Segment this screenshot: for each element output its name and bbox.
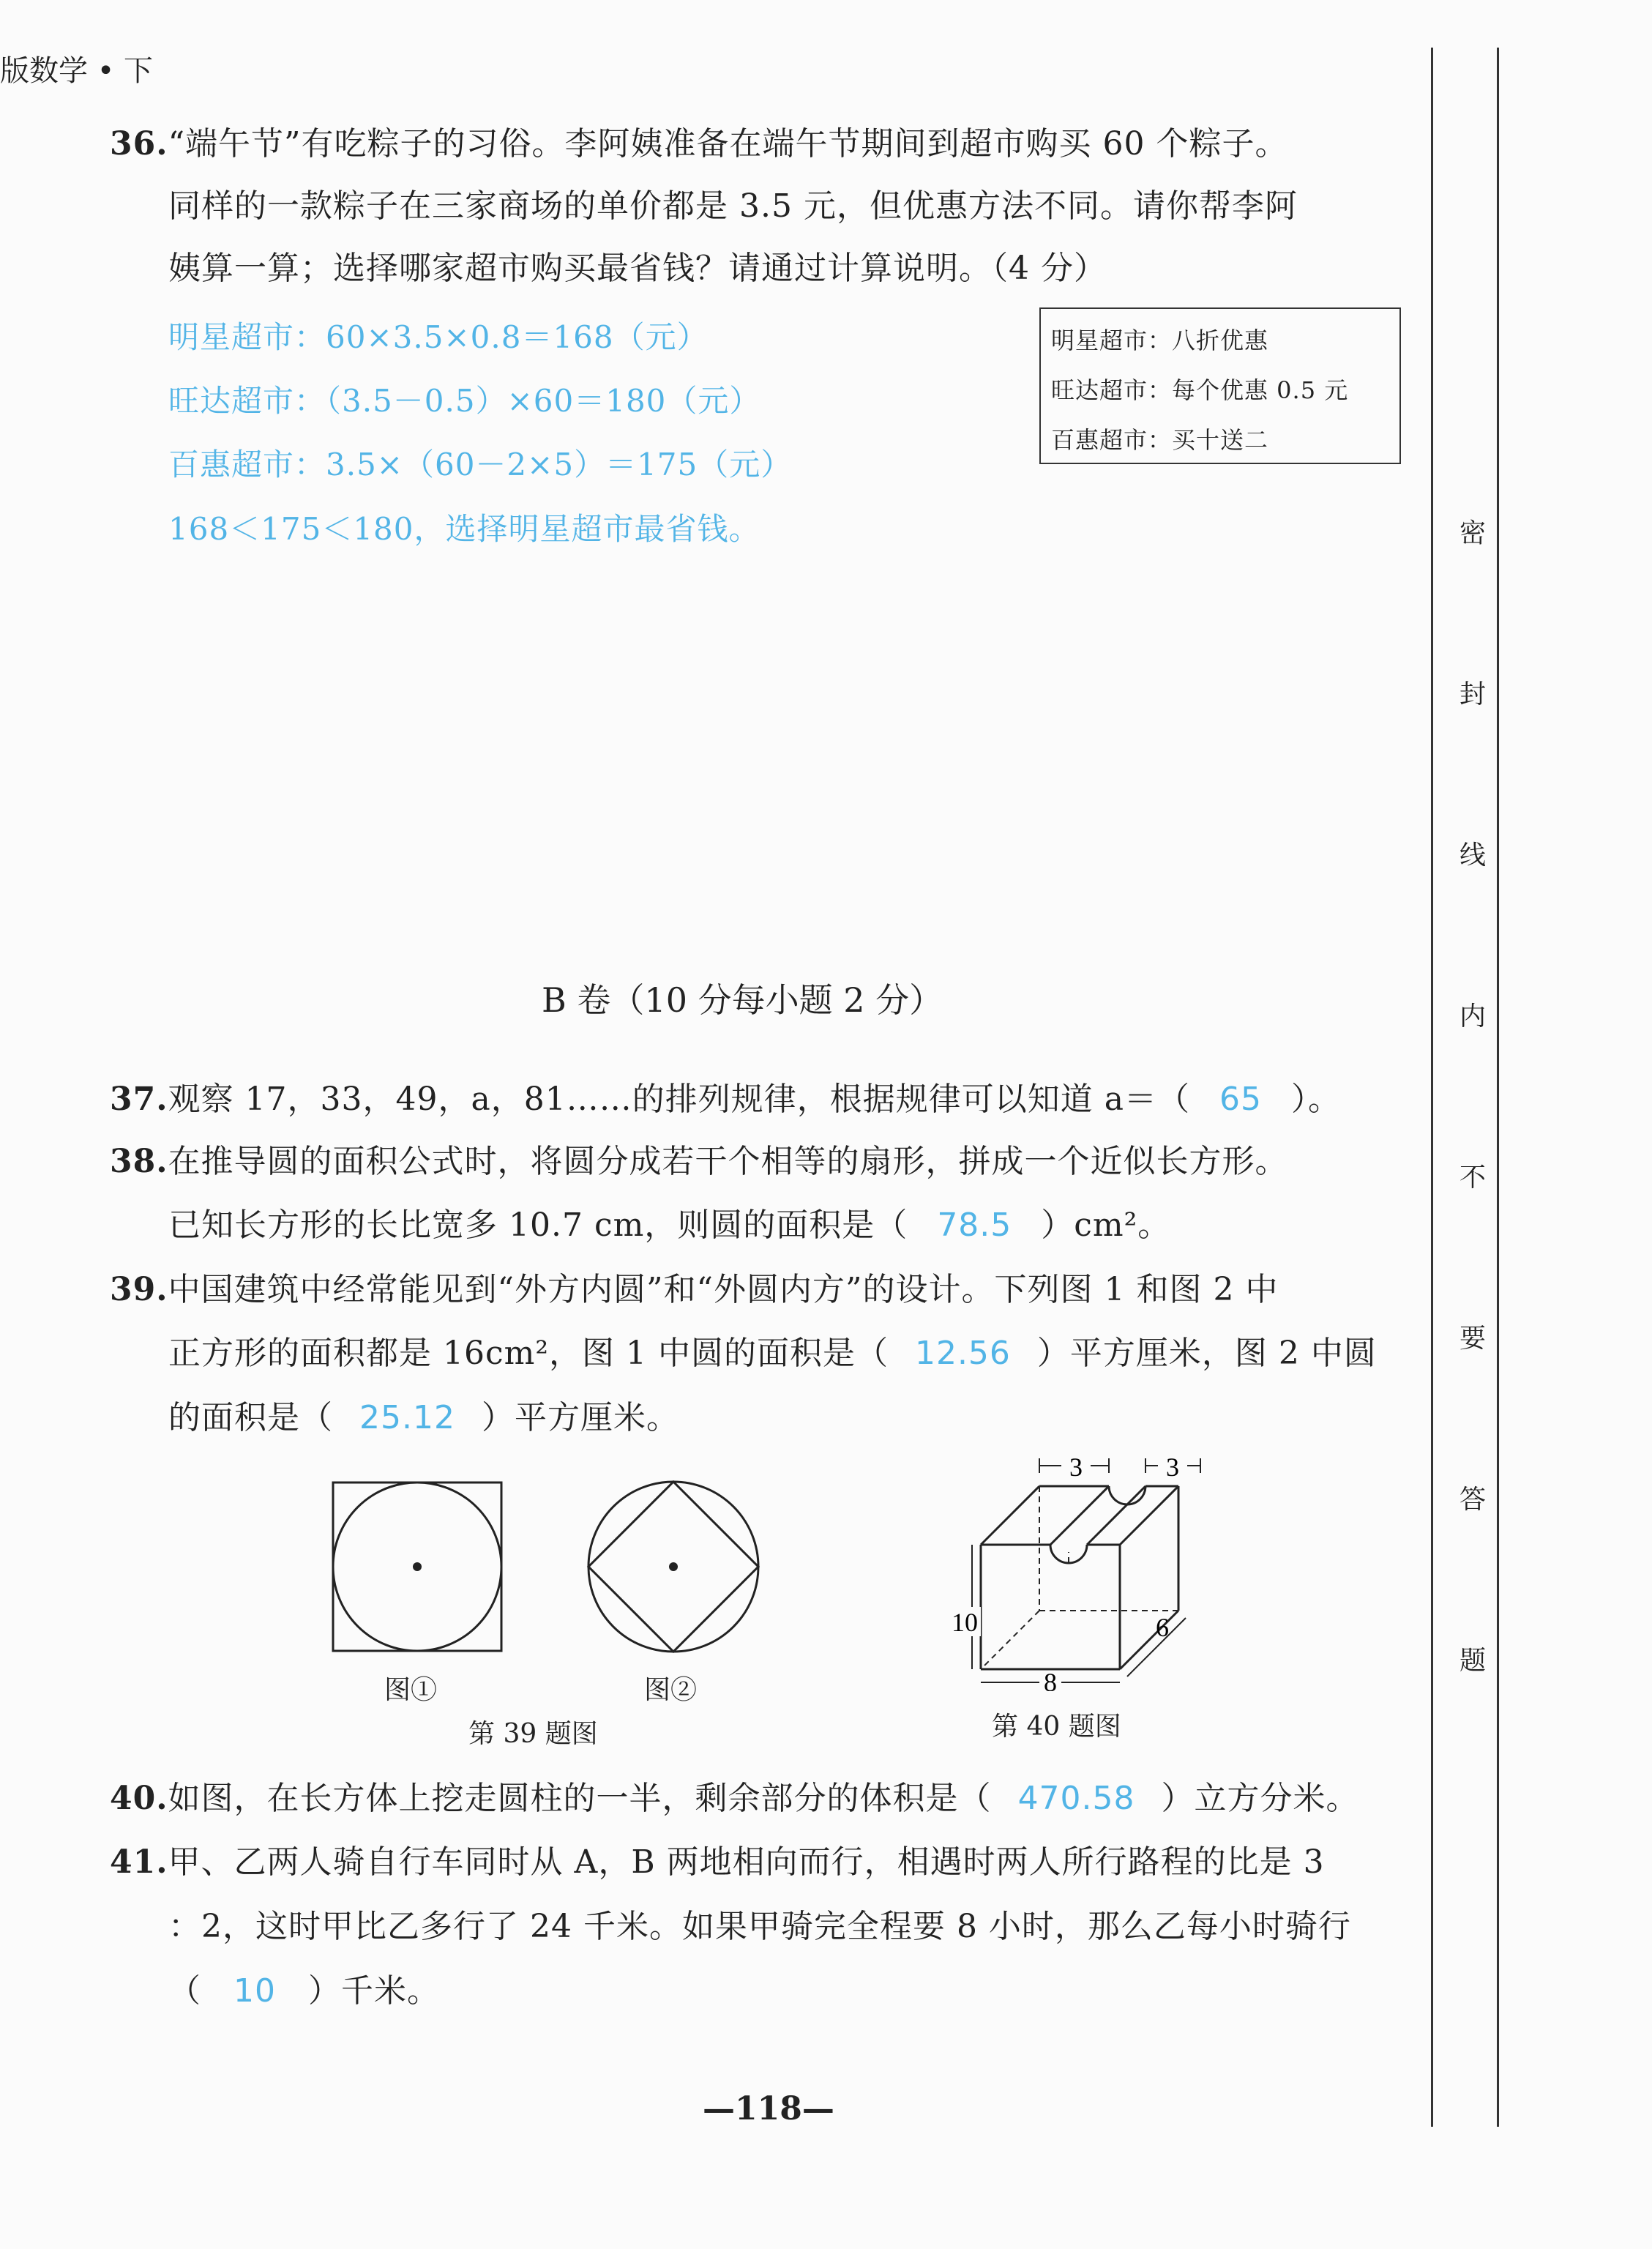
- question-number: 40.: [110, 1780, 168, 1817]
- question-text: 在推导圆的面积公式时，将圆分成若干个相等的扇形，拼成一个近似长方形。: [168, 1143, 1288, 1180]
- answer-text: 78.5: [937, 1206, 1012, 1244]
- handwritten-answer-line: 明星超市：60×3.5×0.8＝168（元）: [168, 319, 709, 355]
- question-text: ）平方厘米，图 2 中圆: [1036, 1335, 1377, 1372]
- seal-char: 密: [1459, 518, 1486, 548]
- question-number: 37.: [110, 1081, 168, 1118]
- page-number: —118—: [703, 2090, 834, 2127]
- dimension-label: 10: [952, 1608, 978, 1637]
- section-title: B 卷（10 分每小题 2 分）: [542, 980, 943, 1020]
- figure-40: [930, 1450, 1222, 1691]
- answer-text: 65: [1219, 1081, 1262, 1118]
- question-40: [110, 1772, 1359, 1819]
- question-41-line1: [110, 1835, 1325, 1882]
- question-39-line2: [168, 1327, 1377, 1373]
- seal-char: 要: [1459, 1324, 1486, 1354]
- answer-text: 12.56: [914, 1335, 1011, 1372]
- discount-item: 明星超市：八折优惠: [1051, 327, 1269, 354]
- question-36-line3: 姨算一算；选择哪家超市购买最省钱？请通过计算说明。（4 分）: [168, 250, 1107, 287]
- question-text: 中国建筑中经常能见到“外方内圆”和“外圆内方”的设计。下列图 1 和图 2 中: [168, 1271, 1279, 1308]
- discount-table: [1039, 307, 1401, 464]
- question-text: （: [168, 1972, 201, 2010]
- handwritten-answer-line: 168＜175＜180，选择明星超市最省钱。: [168, 511, 760, 547]
- dimension-label: 6: [1156, 1613, 1169, 1642]
- dimension-label: 8: [1044, 1668, 1057, 1691]
- question-text: 甲、乙两人骑自行车同时从 A，B 两地相向而行，相遇时两人所行路程的比是 3: [168, 1843, 1325, 1881]
- fig1-label: 图①: [384, 1675, 438, 1705]
- question-text: 已知长方形的长比宽多 10.7 cm，则圆的面积是（: [168, 1206, 908, 1244]
- figure-39: [315, 1464, 791, 1684]
- question-39-line3: [168, 1391, 679, 1438]
- question-38-line2: [168, 1198, 1170, 1245]
- question-text: ）平方厘米。: [481, 1399, 679, 1436]
- answer-text: 470.58: [1017, 1780, 1135, 1817]
- question-text: 如图，在长方体上挖走圆柱的一半，剩余部分的体积是（: [168, 1780, 992, 1817]
- question-38-line1: [110, 1135, 1288, 1182]
- handwritten-answer-line: 旺达超市：（3.5－0.5）×60＝180（元）: [168, 383, 761, 419]
- fig2-label: 图②: [644, 1675, 698, 1705]
- answer-text: 10: [233, 1972, 276, 2010]
- fig1-center-dot: [413, 1562, 422, 1571]
- figure-40-caption: 第 40 题图: [992, 1712, 1121, 1742]
- question-text: ）。: [1290, 1081, 1341, 1118]
- seal-rule-left: [1431, 48, 1433, 2127]
- question-text: ）立方分米。: [1161, 1780, 1359, 1817]
- seal-char: 线: [1459, 840, 1486, 870]
- question-39-line1: [110, 1263, 1278, 1310]
- seal-char: 封: [1459, 679, 1486, 709]
- dimension-label: 3: [1069, 1452, 1083, 1482]
- question-36-line1: [110, 117, 1288, 164]
- question-text: 观察 17，33，49，a，81……的排列规律，根据规律可以知道 a＝（: [168, 1081, 1190, 1118]
- seal-char: 题: [1459, 1646, 1486, 1676]
- seal-char: 内: [1459, 1002, 1486, 1032]
- discount-item: 百惠超市：买十送二: [1051, 426, 1269, 454]
- question-41-line2: ：2，这时甲比乙多行了 24 千米。如果甲骑完全程要 8 小时，那么乙每小时骑行: [168, 1908, 1351, 1945]
- question-text: 正方形的面积都是 16cm²，图 1 中圆的面积是（: [168, 1335, 889, 1372]
- question-text: ）千米。: [308, 1972, 440, 2010]
- figure-39-caption: 第 39 题图: [468, 1719, 598, 1749]
- question-36-line2: 同样的一款粽子在三家商场的单价都是 3.5 元，但优惠方法不同。请你帮李阿: [168, 187, 1298, 225]
- question-text: 的面积是（: [168, 1399, 333, 1436]
- question-number: 41.: [110, 1843, 168, 1881]
- question-37: [110, 1073, 1341, 1119]
- question-text: ）cm²。: [1041, 1206, 1171, 1244]
- question-number: 36.: [110, 125, 168, 163]
- answer-text: 25.12: [359, 1399, 455, 1436]
- discount-item: 旺达超市：每个优惠 0.5 元: [1051, 376, 1349, 404]
- fig2-center-dot: [669, 1562, 678, 1571]
- question-41-line3: [168, 1964, 440, 2011]
- question-text: “端午节”有吃粽子的习俗。李阿姨准备在端午节期间到超市购买 60 个粽子。: [168, 125, 1288, 163]
- question-number: 39.: [110, 1271, 168, 1308]
- seal-rule-right: [1497, 48, 1499, 2127]
- question-number: 38.: [110, 1143, 168, 1180]
- handwritten-answer-line: 百惠超市：3.5×（60－2×5）＝175（元）: [168, 447, 793, 482]
- dimension-label: 3: [1166, 1452, 1179, 1482]
- book-header: 版数学 • 下: [0, 54, 154, 88]
- seal-char: 答: [1459, 1485, 1486, 1515]
- seal-char: 不: [1459, 1163, 1486, 1193]
